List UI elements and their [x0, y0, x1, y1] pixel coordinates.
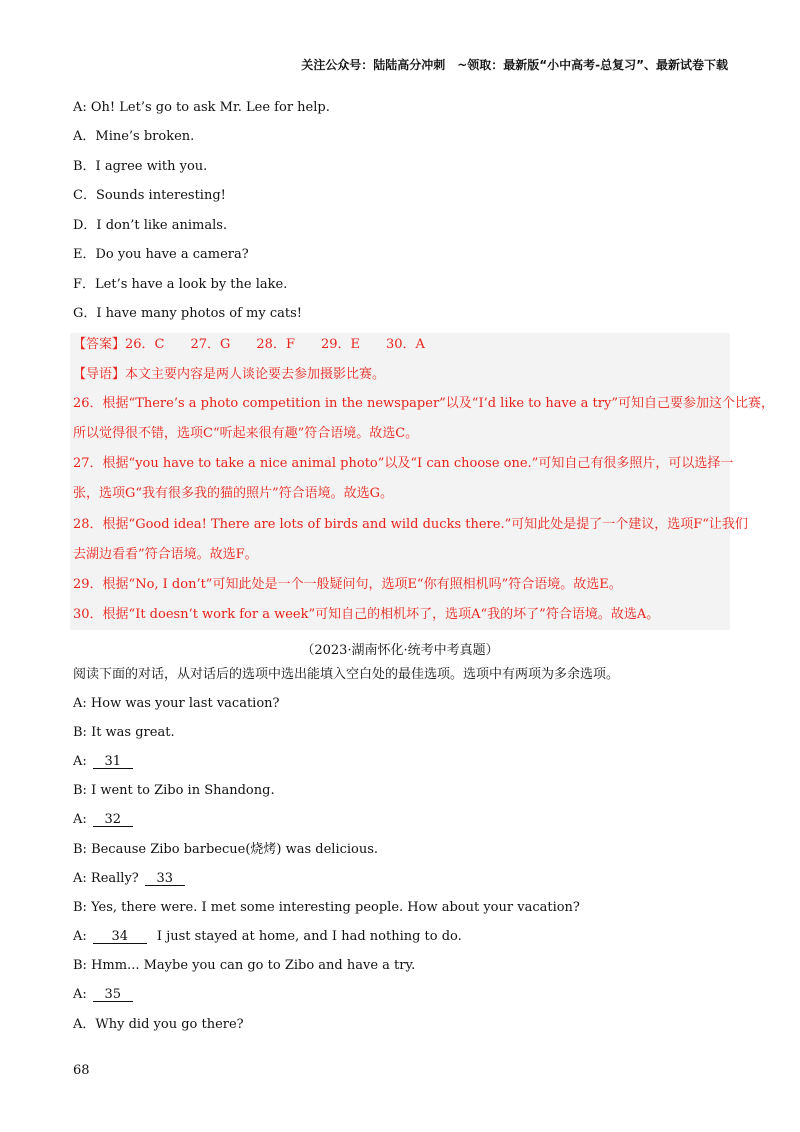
blank-33[interactable]: 33	[145, 872, 185, 886]
page-header: 关注公众号：陆陆高分冲刺 ~领取：最新版“小中高考-总复习”、最新试卷下载	[301, 58, 728, 72]
option-d: D．I don’t like animals.	[73, 218, 228, 233]
explanation-line: 28．根据“Good idea! There are lots of birds and wild ducks there.”可知此处是提了一个建议，选项F“让我们	[73, 517, 748, 532]
option-f: F．Let’s have a look by the lake.	[73, 277, 288, 292]
option-e: E．Do you have a camera?	[73, 247, 249, 262]
speaker: A: Really?	[73, 871, 139, 886]
explanation-line: 去湖边看看”符合语境。故选F。	[73, 547, 258, 562]
dialog-line: B: Because Zibo barbecue(烧烤) was delicious.	[73, 842, 379, 857]
instruction: 阅读下面的对话，从对话后的选项中选出能填入空白处的最佳选项。选项中有两项为多余选项。	[73, 667, 620, 682]
option-a: A．Mine’s broken.	[73, 129, 195, 144]
explanation-line: 所以觉得很不错，选项C“听起来很有趣”符合语境。故选C。	[73, 426, 419, 441]
dialog-line	[73, 813, 133, 827]
option-b: B．I agree with you.	[73, 159, 208, 174]
option-a: A．Why did you go there?	[73, 1017, 244, 1032]
guide-line: 【导语】本文主要内容是两人谈论要去参加摄影比赛。	[73, 367, 386, 382]
dialog-line: B: Yes, there were. I met some interesting people. How about your vacation?	[73, 900, 580, 915]
blank-31[interactable]: 31	[93, 755, 133, 769]
dialog-line	[73, 755, 133, 769]
dialog-text: I just stayed at home, and I had nothing to do.	[156, 929, 462, 944]
explanation-line: 张，选项G“我有很多我的猫的照片”符合语境。故选G。	[73, 486, 394, 501]
dialog-line: A: How was your last vacation?	[73, 696, 280, 711]
blank-32[interactable]: 32	[93, 813, 133, 827]
dialog-line	[73, 930, 462, 944]
speaker: A:	[73, 929, 87, 944]
speaker: A:	[73, 987, 87, 1002]
answer-line: 【答案】26．C 27．G 28．F 29．E 30．A	[73, 337, 425, 352]
dialog-line: A: Oh! Let’s go to ask Mr. Lee for help.	[73, 100, 330, 115]
speaker: A:	[73, 812, 87, 827]
dialog-line: B: I went to Zibo in Shandong.	[73, 783, 275, 798]
blank-34[interactable]: 34	[93, 930, 147, 944]
source-line: （2023·湖南怀化·统考中考真题）	[301, 643, 499, 658]
dialog-line: B: Hmm... Maybe you can go to Zibo and have a try.	[73, 958, 416, 973]
dialog-line	[73, 872, 185, 886]
option-c: C．Sounds interesting!	[73, 188, 226, 203]
dialog-line	[73, 988, 133, 1002]
explanation-line: 29．根据“No, I don’t”可知此处是一个一般疑问句，选项E“你有照相机吗”符合语境。故选E。	[73, 577, 622, 592]
dialog-line: B: It was great.	[73, 725, 175, 740]
page-number: 68	[73, 1063, 90, 1078]
explanation-line: 30．根据“It doesn’t work for a week”可知自己的相机坏了，选项A“我的坏了”符合语境。故选A。	[73, 607, 660, 622]
blank-35[interactable]: 35	[93, 988, 133, 1002]
explanation-line: 27．根据“you have to take a nice animal photo”以及“I can choose one.”可知自己有很多照片，可以选择一	[73, 456, 734, 471]
explanation-line: 26．根据“There’s a photo competition in the newspaper”以及“I’d like to have a try”可知自己要参加这个比赛，	[73, 396, 774, 411]
speaker: A:	[73, 754, 87, 769]
option-g: G．I have many photos of my cats!	[73, 306, 302, 321]
